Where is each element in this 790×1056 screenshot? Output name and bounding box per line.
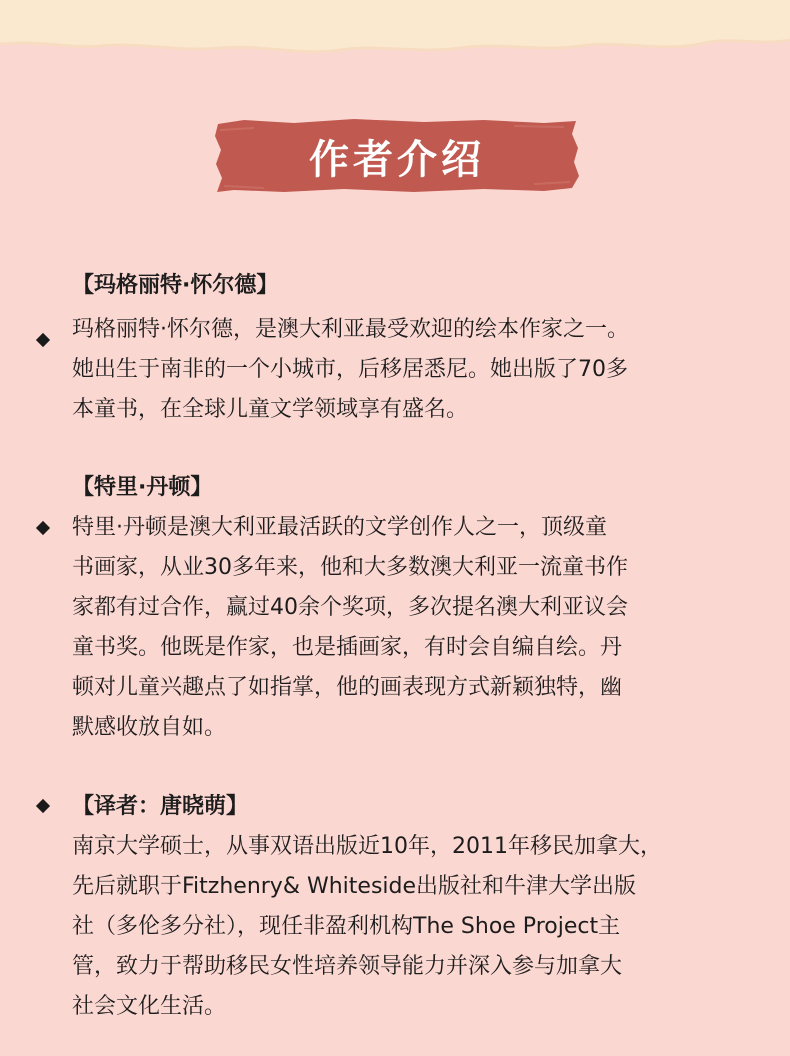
bio-line: 管，致力于帮助移民女性培养领导能力并深入参与加拿大 [72, 954, 623, 979]
bio-line: 特里·丹顿是澳大利亚最活跃的文学创作人之一，顶级童 [72, 515, 607, 540]
author-heading-denton: 【特里·丹顿】 [72, 475, 213, 500]
bio-line: 她出生于南非的一个小城市，后移居悉尼。她出版了70多 [72, 357, 628, 382]
bullet-icon [36, 333, 50, 347]
author-bio-denton [72, 508, 732, 748]
bio-line: 社（多伦多分社），现任非盈利机构The Shoe Project主 [72, 914, 621, 939]
bio-line: 默感收放自如。 [72, 715, 227, 740]
translator-bio [72, 827, 732, 1027]
bullet-icon [36, 799, 50, 813]
bio-line: 本童书，在全球儿童文学领域享有盛名。 [72, 397, 469, 422]
bio-line: 顿对儿童兴趣点了如指掌，他的画表现方式新颖独特，幽 [72, 675, 623, 700]
translator-heading: 【译者：唐晓萌】 [72, 794, 249, 819]
bio-line: 书画家，从业30多年来，他和大多数澳大利亚一流童书作 [72, 555, 628, 580]
bullet-icon [36, 521, 50, 535]
bio-line: 南京大学硕士，从事双语出版近10年，2011年移民加拿大， [72, 834, 662, 859]
page-title: 作者介绍 [309, 136, 485, 183]
bio-line: 社会文化生活。 [72, 994, 227, 1019]
bio-line: 家都有过合作，赢过40余个奖项，多次提名澳大利亚议会 [72, 595, 628, 620]
bio-line: 童书奖。他既是作家，也是插画家，有时会自编自绘。丹 [72, 635, 623, 660]
author-heading-wilde: 【玛格丽特·怀尔德】 [72, 273, 279, 298]
author-bio-wilde [72, 310, 732, 430]
top-decorative-band [0, 0, 790, 62]
bio-line: 先后就职于Fitzhenry& Whiteside出版社和牛津大学出版 [72, 874, 637, 899]
bio-line: 玛格丽特·怀尔德，是澳大利亚最受欢迎的绘本作家之一。 [72, 317, 629, 342]
